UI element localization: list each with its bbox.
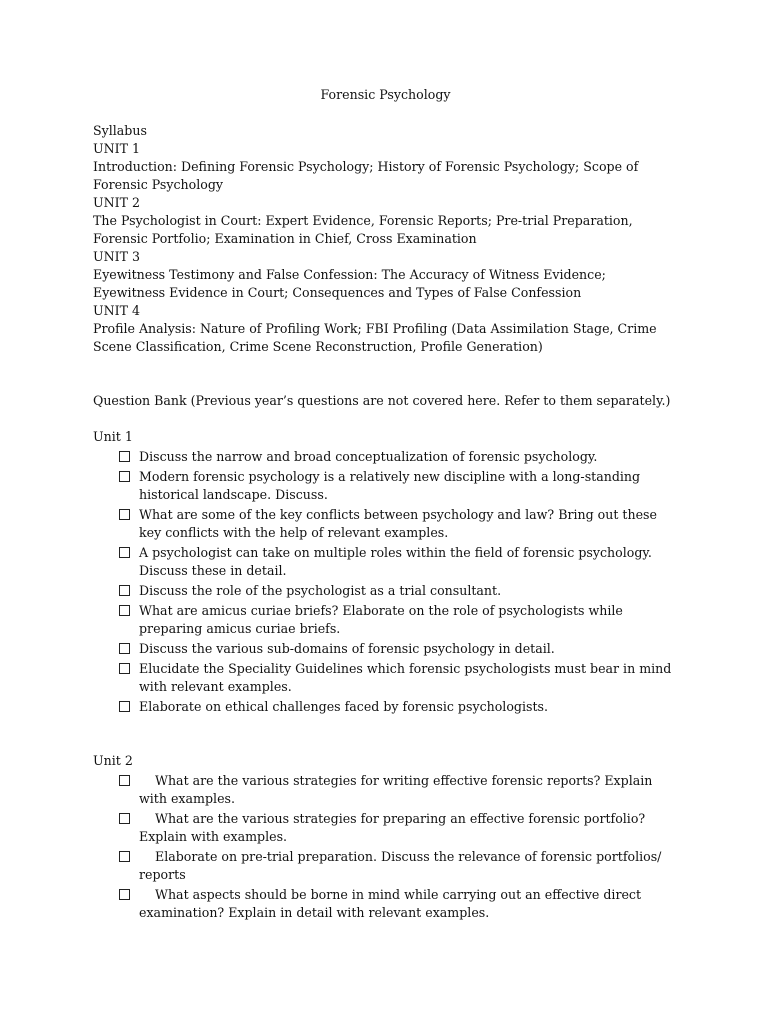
unit-1-label: UNIT 1 [93, 141, 141, 156]
list-item [119, 640, 678, 658]
question-text: What are the various strategies for writing effective forensic reports? Explain with examples. [139, 773, 653, 806]
checkbox[interactable] [119, 813, 130, 824]
question-text: What are the various strategies for preparing an effective forensic portfolio? Explain with examples. [139, 811, 646, 844]
question-bank-section [93, 392, 678, 922]
question-text: Elaborate on pre-trial preparation. Discuss the relevance of forensic portfolios/ reports [139, 849, 662, 882]
list-item [119, 544, 678, 580]
list-item [119, 582, 678, 600]
list-item [119, 886, 678, 922]
checkbox[interactable] [119, 701, 130, 712]
checkbox[interactable] [119, 605, 130, 616]
question-text: Discuss the various sub-domains of forensic psychology in detail. [139, 641, 555, 656]
question-text: What are amicus curiae briefs? Elaborate on the role of psychologists while preparing amicus curiae briefs. [139, 603, 623, 636]
list-item [119, 660, 678, 696]
question-text: Discuss the narrow and broad conceptualization of forensic psychology. [139, 449, 598, 464]
unit-1-topics: Introduction: Defining Forensic Psychology; History of Forensic Psychology; Scope of Forensic Psychology [93, 159, 639, 192]
question-text: What are some of the key conflicts between psychology and law? Bring out these key conflicts with the help of relevant examples. [139, 507, 657, 540]
question-unit-2 [93, 752, 678, 922]
syllabus-section [93, 122, 678, 356]
question-text: Modern forensic psychology is a relatively new discipline with a long-standing historical landscape. Discuss. [139, 469, 641, 502]
question-unit-2-label: Unit 2 [93, 753, 133, 768]
list-item [119, 468, 678, 504]
checkbox[interactable] [119, 451, 130, 462]
checkbox[interactable] [119, 889, 130, 900]
unit-2-question-list [93, 772, 678, 922]
checkbox[interactable] [119, 509, 130, 520]
list-item [119, 506, 678, 542]
question-text: Elucidate the Speciality Guidelines which forensic psychologists must bear in mind with relevant examples. [139, 661, 672, 694]
checkbox[interactable] [119, 663, 130, 674]
question-text: What aspects should be borne in mind while carrying out an effective direct examination? Explain in detail with relevant examples. [139, 887, 642, 920]
checkbox[interactable] [119, 585, 130, 596]
checkbox[interactable] [119, 547, 130, 558]
question-bank-heading: Question Bank (Previous year’s questions are not covered here. Refer to them separately.) [93, 393, 671, 408]
checkbox[interactable] [119, 775, 130, 786]
unit-3-topics: Eyewitness Testimony and False Confession: The Accuracy of Witness Evidence; Eyewitness Evidence in Court; Consequences and Types of False Confession [93, 267, 606, 300]
question-unit-1 [93, 428, 678, 716]
question-text: A psychologist can take on multiple roles within the field of forensic psychology. Discuss these in detail. [139, 545, 652, 578]
unit-2-topics: The Psychologist in Court: Expert Evidence, Forensic Reports; Pre-trial Preparation, Forensic Portfolio; Examination in Chief, Cross Examination [93, 213, 633, 246]
checkbox[interactable] [119, 851, 130, 862]
unit-4-label: UNIT 4 [93, 303, 141, 318]
list-item [119, 848, 678, 884]
document-title: Forensic Psychology [320, 87, 451, 102]
unit-1-question-list [93, 448, 678, 716]
unit-4-topics: Profile Analysis: Nature of Profiling Work; FBI Profiling (Data Assimilation Stage, Crime Scene Classification, Crime Scene Reconstruction, Profile Generation) [93, 321, 657, 354]
list-item [119, 602, 678, 638]
unit-3-label: UNIT 3 [93, 249, 141, 264]
question-unit-1-label: Unit 1 [93, 429, 133, 444]
checkbox[interactable] [119, 471, 130, 482]
syllabus-heading: Syllabus [93, 123, 147, 138]
question-text: Discuss the role of the psychologist as a trial consultant. [139, 583, 502, 598]
list-item [119, 448, 678, 466]
question-text: Elaborate on ethical challenges faced by forensic psychologists. [139, 699, 549, 714]
list-item [119, 810, 678, 846]
list-item [119, 698, 678, 716]
checkbox[interactable] [119, 643, 130, 654]
list-item [119, 772, 678, 808]
unit-2-label: UNIT 2 [93, 195, 141, 210]
